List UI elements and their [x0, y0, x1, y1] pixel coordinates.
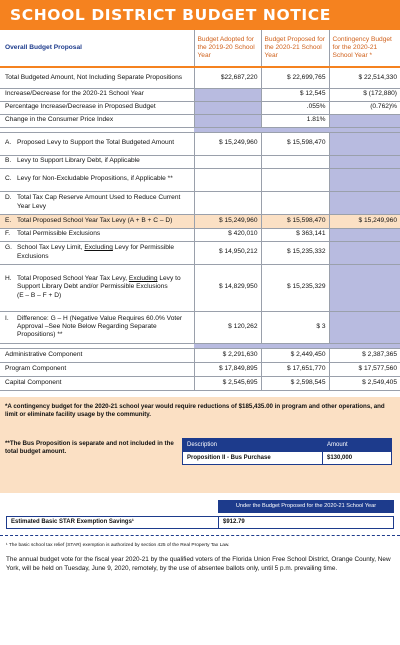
cell-value: $ 2,387,365 — [329, 348, 400, 362]
row-label: Administrative Component — [0, 348, 194, 362]
row-label: Total Permissible Exclusions — [17, 230, 101, 238]
table-header — [0, 30, 400, 67]
bus-header-amount: Amount — [323, 438, 392, 451]
shaded-cell — [329, 155, 400, 168]
row-label: Program Component — [0, 362, 194, 376]
row-label: Levy to Support Library Debt, if Applicable — [17, 157, 140, 165]
cell-value: $ 15,249,960 — [194, 214, 261, 228]
cell-value — [261, 155, 329, 168]
star-section — [0, 500, 400, 540]
table-row — [0, 311, 400, 343]
row-label: School Tax Levy Limit, Excluding Levy for Permissible Exclusions — [17, 244, 175, 260]
table-row — [0, 67, 400, 88]
shaded-cell — [329, 311, 400, 343]
cell-value: $ 22,514,330 — [329, 67, 400, 88]
row-prefix: B. — [5, 157, 12, 165]
cell-value — [194, 191, 261, 214]
cell-value: $ 120,262 — [194, 311, 261, 343]
banner — [0, 0, 400, 30]
cell-value: $ 3 — [261, 311, 329, 343]
cell-value: (0.762)% — [329, 101, 400, 114]
table-row — [0, 191, 400, 214]
row-label: Capital Component — [0, 376, 194, 390]
row-prefix: G. — [5, 244, 12, 252]
bus-note: **The Bus Proposition is separate and not included in the total budget amount. — [5, 439, 174, 456]
table-row — [0, 132, 400, 155]
cell-value: $ 15,235,332 — [261, 241, 329, 264]
cell-value: $ 15,249,960 — [194, 132, 261, 155]
row-label: Total Budgeted Amount, Not Including Separate Propositions — [0, 67, 194, 88]
bus-table-header — [183, 438, 392, 451]
cell-value — [261, 191, 329, 214]
cell-value: $ (172,880) — [329, 88, 400, 101]
cell-value: $ 15,598,470 — [261, 214, 329, 228]
cell-value: $ 12,545 — [261, 88, 329, 101]
table-row — [0, 376, 400, 390]
notes-box — [0, 397, 400, 493]
shaded-cell — [329, 168, 400, 191]
budget-table — [0, 30, 400, 391]
cell-value: $ 15,249,960 — [329, 214, 400, 228]
row-label: Total Tax Cap Reserve Amount Used to Reduce Current Year Levy — [17, 194, 181, 210]
table-title: Overall Budget Proposal — [0, 30, 194, 67]
cell-value: $ 420,010 — [194, 228, 261, 241]
table-row — [0, 228, 400, 241]
table-row — [0, 241, 400, 264]
vote-notice: The annual budget vote for the fiscal year 2020-21 by the qualified voters of the Florida Union Free School District, Orange County, New York, will be held on Tuesday, June 9, 2020, remotely, by the use of absentee ballots only, until 5 p.m. prevailing time. — [6, 555, 391, 573]
table-row — [0, 155, 400, 168]
row-prefix: E. — [5, 216, 12, 224]
cell-value: $ 363,141 — [261, 228, 329, 241]
cell-value: $ 2,545,695 — [194, 376, 261, 390]
row-label: Change in the Consumer Price Index — [0, 114, 194, 127]
cell-value: $ 2,291,630 — [194, 348, 261, 362]
cell-value: $ 17,577,560 — [329, 362, 400, 376]
shaded-cell — [329, 264, 400, 311]
bus-proposition-table — [182, 438, 392, 465]
row-label: Percentage Increase/Decrease in Proposed Budget — [0, 101, 194, 114]
table-row — [0, 348, 400, 362]
shaded-cell — [194, 88, 261, 101]
cell-value: $ 2,598,545 — [261, 376, 329, 390]
row-prefix: F. — [5, 230, 11, 238]
table-row-highlight — [0, 214, 400, 228]
col-proposed-header: Budget Proposed for the 2020-21 School Year — [261, 30, 329, 67]
cell-value: 1.81% — [261, 114, 329, 127]
row-prefix: I. — [5, 314, 9, 322]
bus-table-row — [183, 451, 392, 464]
contingency-note: *A contingency budget for the 2020-21 school year would require reductions of $185,435.00 in program and other operations, and limit or eliminate facility usage by the community. — [5, 402, 385, 419]
row-label: Proposed Levy to Support the Total Budgeted Amount — [17, 139, 175, 147]
cell-value — [261, 168, 329, 191]
cell-value: $ 2,549,405 — [329, 376, 400, 390]
table-row — [0, 362, 400, 376]
dashed-divider — [0, 535, 400, 536]
row-label: Total Proposed School Year Tax Levy (A + B + C – D) — [17, 216, 173, 224]
star-label: Estimated Basic STAR Exemption Savings¹ — [11, 518, 134, 525]
row-label: Total Proposed School Year Tax Levy, Excluding Levy to Support Library Debt and/or Permissible Exclusions (E – B – F + D) — [17, 275, 181, 299]
shaded-cell — [329, 132, 400, 155]
table-row — [0, 101, 400, 114]
shaded-cell — [329, 191, 400, 214]
row-label: Increase/Decrease for the 2020-21 School Year — [0, 88, 194, 101]
cell-value — [194, 155, 261, 168]
cell-value — [194, 168, 261, 191]
shaded-cell — [194, 101, 261, 114]
shaded-cell — [329, 241, 400, 264]
bus-description: Proposition II - Bus Purchase — [183, 451, 323, 464]
row-prefix: H. — [5, 275, 12, 283]
col-contingency-header: Contingency Budget for the 2020-21 School Year * — [329, 30, 400, 67]
row-prefix: C. — [5, 175, 12, 183]
table-row — [0, 114, 400, 127]
cell-value: $22,687,220 — [194, 67, 261, 88]
col-adopted-header: Budget Adopted for the 2019-20 School Year — [194, 30, 261, 67]
table-row — [0, 264, 400, 311]
row-label: Difference: G – H (Negative Value Requires 60.0% Voter Approval –See Note Below Regarding Separate Propositions) ** — [17, 314, 183, 339]
table-row — [0, 88, 400, 101]
shaded-cell — [194, 114, 261, 127]
shaded-cell — [329, 114, 400, 127]
row-prefix: D. — [5, 194, 12, 202]
banner-title: SCHOOL DISTRICT BUDGET NOTICE — [10, 6, 331, 24]
row-prefix: A. — [5, 139, 12, 147]
cell-value: $ 15,598,470 — [261, 132, 329, 155]
table-row — [0, 168, 400, 191]
cell-value: $ 14,829,950 — [194, 264, 261, 311]
cell-value: $ 17,651,770 — [261, 362, 329, 376]
shaded-cell — [329, 228, 400, 241]
cell-value: $ 15,235,329 — [261, 264, 329, 311]
cell-value: .055% — [261, 101, 329, 114]
bus-amount: $130,000 — [323, 451, 392, 464]
star-value: $912.79 — [218, 517, 393, 528]
star-row — [6, 516, 394, 529]
cell-value: $ 17,849,895 — [194, 362, 261, 376]
bus-header-description: Description — [183, 438, 323, 451]
star-header: Under the Budget Proposed for the 2020-21 School Year — [218, 500, 394, 513]
cell-value: $ 14,950,212 — [194, 241, 261, 264]
cell-value: $ 2,449,450 — [261, 348, 329, 362]
star-footnote: ¹ The basic school tax relief (STAR) exemption is authorized by section 425 of the Real Property Tax Law. — [6, 542, 230, 548]
row-label: Levy for Non-Excludable Propositions, if Applicable ** — [17, 175, 173, 183]
cell-value: $ 22,699,765 — [261, 67, 329, 88]
